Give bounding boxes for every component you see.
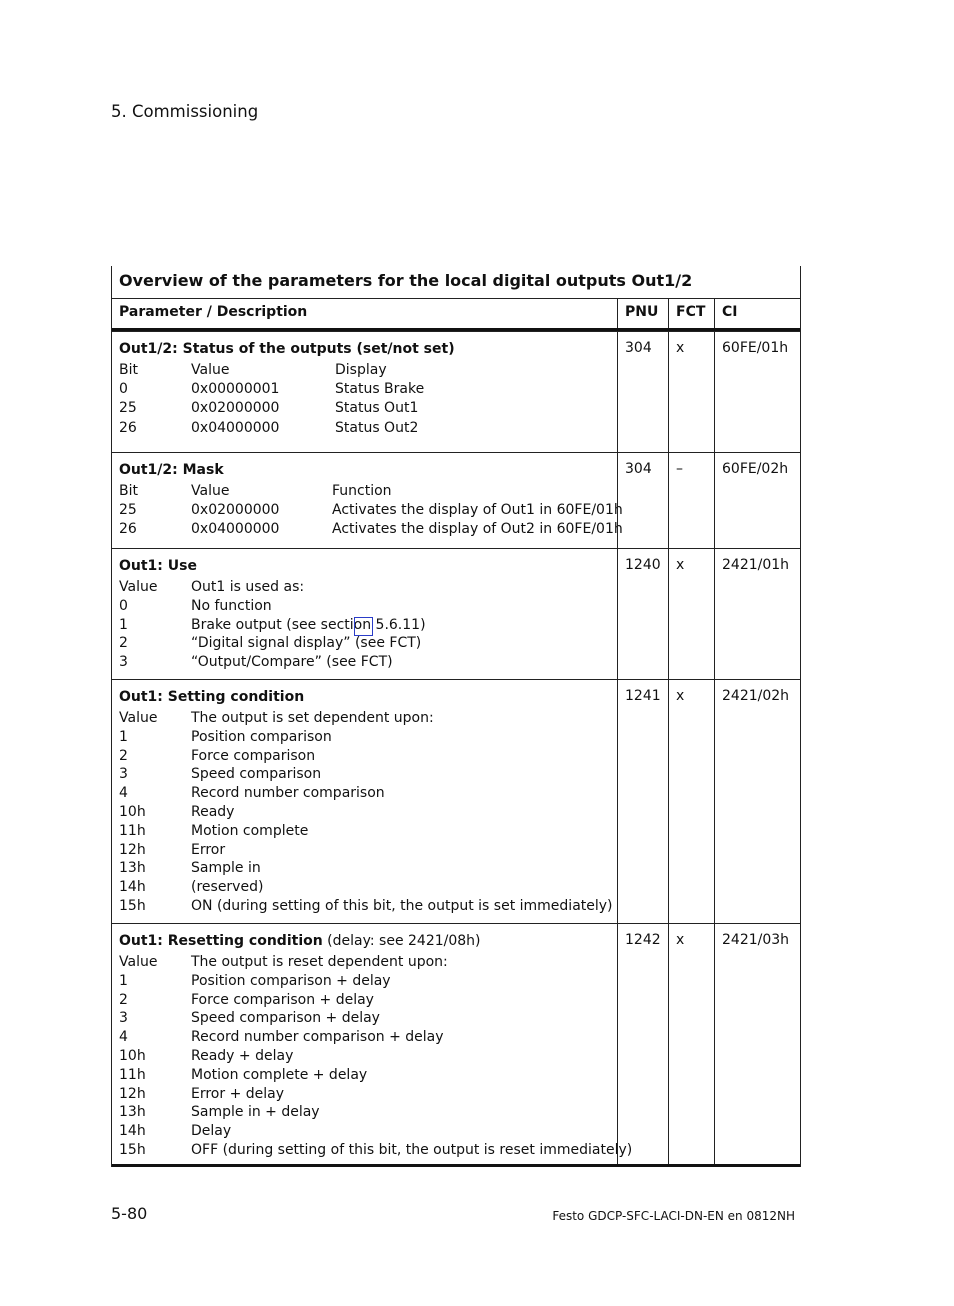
value-cell: 13h (119, 1104, 146, 1121)
page-number: 5-80 (111, 1204, 148, 1223)
meaning-cell: The output is set dependent upon: (191, 710, 434, 726)
parameter-description (112, 453, 623, 548)
value-cell: 10h (119, 803, 146, 820)
pnu-cell: 1242 (617, 924, 668, 1164)
column-header-ci: CI (714, 299, 800, 328)
list-item (119, 1066, 617, 1085)
value-cell: 3 (119, 654, 128, 671)
ci-cell: 60FE/01h (714, 332, 800, 452)
chapter-header: 5. Commissioning (111, 102, 259, 121)
meaning-cell: Delay (191, 1123, 232, 1140)
list-item (119, 822, 617, 841)
table-row (112, 548, 800, 679)
value-cell: 2 (119, 991, 128, 1008)
fct-cell: x (668, 332, 714, 452)
list-item (119, 399, 617, 418)
meaning-cell: Sample in (191, 860, 261, 877)
list-item (119, 728, 617, 747)
list-item (119, 578, 617, 597)
meaning-cell: Status Brake (335, 381, 425, 398)
value-cell: 15h (119, 897, 146, 914)
meaning-cell: Force comparison + delay (191, 991, 374, 1008)
list-item (119, 765, 617, 784)
value-cell: 15h (119, 1141, 146, 1158)
section-title: Out1/2: Status of the outputs (set/not set) (119, 341, 455, 357)
value-cell: 0 (119, 597, 128, 614)
section-title-main: Out1: Resetting condition (119, 933, 323, 949)
value-cell: 13h (119, 860, 146, 877)
bit-cell: 0 (119, 381, 128, 398)
parameter-description (112, 680, 617, 923)
meaning-cell: Record number comparison (191, 785, 385, 802)
meaning-cell: Error (191, 841, 226, 858)
meaning-cell: Status Out1 (335, 400, 419, 417)
bit-cell: 25 (119, 400, 137, 417)
ci-cell: 2421/03h (714, 924, 800, 1164)
list-item (119, 953, 617, 972)
list-item (119, 419, 617, 438)
value-cell: 2 (119, 747, 128, 764)
bit-cell: Bit (119, 483, 138, 499)
value-cell: 0x04000000 (191, 520, 280, 537)
list-item (119, 1141, 633, 1160)
value-cell: 0x02000000 (191, 501, 280, 518)
document-info: Festo GDCP-SFC-LACI-DN-EN en 0812NH (552, 1209, 795, 1223)
list-item (119, 878, 617, 897)
table-title: Overview of the parameters for the local digital outputs Out1/2 (119, 271, 693, 290)
list-item (119, 597, 617, 616)
ci-cell: 2421/01h (714, 549, 800, 679)
meaning-cell: Sample in + delay (191, 1104, 320, 1121)
meaning-cell: Force comparison (191, 747, 316, 764)
list-item (119, 897, 617, 916)
pnu-cell: 304 (617, 453, 668, 548)
list-item (119, 653, 617, 672)
fct-cell: – (668, 453, 714, 548)
value-cell: 14h (119, 1123, 146, 1140)
meaning-cell: Ready + delay (191, 1047, 294, 1064)
column-header-parameter: Parameter / Description (119, 304, 308, 320)
meaning-cell: ON (during setting of this bit, the output is set immediately) (191, 897, 613, 914)
value-cell: Value (119, 954, 158, 970)
meaning-cell: “Output/Compare” (see FCT) (191, 654, 393, 671)
meaning-cell: “Digital signal display” (see FCT) (191, 635, 422, 652)
section-title (119, 931, 617, 951)
value-cell: Value (191, 483, 230, 499)
value-cell: 11h (119, 1066, 146, 1083)
meaning-cell: No function (191, 597, 272, 614)
meaning-cell: OFF (during setting of this bit, the output is reset immediately) (191, 1141, 633, 1158)
pnu-cell: 1241 (617, 680, 668, 923)
meaning-cell: Brake output (see section 5.6.11) (191, 616, 426, 633)
meaning-cell: The output is reset dependent upon: (191, 954, 448, 970)
list-item (119, 520, 623, 539)
list-item (119, 1103, 617, 1122)
value-cell: 2 (119, 635, 128, 652)
list-item (119, 747, 617, 766)
meaning-cell: Function (332, 483, 392, 499)
table-row (112, 923, 800, 1167)
value-cell: 14h (119, 879, 146, 896)
fct-cell: x (668, 924, 714, 1164)
table-header-row (112, 298, 800, 331)
value-cell: 1 (119, 728, 128, 745)
meaning-cell: Speed comparison + delay (191, 1010, 380, 1027)
cross-reference-link-box[interactable] (354, 617, 373, 636)
list-item (119, 709, 617, 728)
value-cell: 10h (119, 1047, 146, 1064)
meaning-cell: Display (335, 362, 387, 378)
section-title-note: (delay: see 2421/08h) (322, 933, 481, 949)
list-item (119, 482, 617, 501)
meaning-cell: Record number comparison + delay (191, 1029, 444, 1046)
column-header-fct: FCT (668, 299, 714, 328)
table-row (112, 452, 800, 548)
list-item (119, 784, 617, 803)
list-item (119, 361, 617, 380)
parameter-description (112, 924, 633, 1164)
list-item (119, 991, 617, 1010)
meaning-cell: Out1 is used as: (191, 579, 305, 595)
list-item (119, 634, 617, 653)
meaning-cell: Position comparison + delay (191, 972, 391, 989)
value-cell: 3 (119, 1010, 128, 1027)
list-item (119, 1047, 617, 1066)
value-cell: 1 (119, 972, 128, 989)
bit-cell: 25 (119, 501, 137, 518)
table-row (112, 679, 800, 923)
fct-cell: x (668, 549, 714, 679)
value-cell: Value (119, 710, 158, 726)
table-row (112, 331, 800, 452)
column-header-pnu: PNU (617, 299, 668, 328)
list-item (119, 1028, 617, 1047)
pnu-cell: 1240 (617, 549, 668, 679)
parameter-description (112, 332, 617, 452)
pnu-cell: 304 (617, 332, 668, 452)
meaning-cell: Status Out2 (335, 419, 419, 436)
list-item (119, 841, 617, 860)
fct-cell: x (668, 680, 714, 923)
section-title: Out1: Use (119, 558, 197, 574)
parameter-table (111, 266, 801, 1167)
meaning-cell: Error + delay (191, 1085, 285, 1102)
meaning-cell: Position comparison (191, 728, 332, 745)
value-cell: Value (191, 362, 230, 378)
bit-cell: Bit (119, 362, 138, 378)
bit-cell: 26 (119, 520, 137, 537)
list-item (119, 1009, 617, 1028)
value-cell: 0x02000000 (191, 400, 280, 417)
parameter-description (112, 549, 617, 679)
meaning-cell: Speed comparison (191, 766, 322, 783)
list-item (119, 859, 617, 878)
value-cell: 12h (119, 1085, 146, 1102)
section-title: Out1: Setting condition (119, 689, 305, 705)
meaning-cell: (reserved) (191, 879, 264, 896)
value-cell: 4 (119, 785, 128, 802)
value-cell: 12h (119, 841, 146, 858)
ci-cell: 60FE/02h (714, 453, 800, 548)
bit-cell: 26 (119, 419, 137, 436)
section-title: Out1/2: Mask (119, 462, 224, 478)
list-item (119, 380, 617, 399)
value-cell: 4 (119, 1029, 128, 1046)
value-cell: 3 (119, 766, 128, 783)
value-cell: 0x04000000 (191, 419, 280, 436)
value-cell: 0x00000001 (191, 381, 280, 398)
meaning-cell: Ready (191, 803, 235, 820)
value-cell: 11h (119, 822, 146, 839)
meaning-cell: Activates the display of Out2 in 60FE/01h (332, 520, 623, 537)
value-cell: 1 (119, 616, 128, 633)
meaning-cell: Motion complete + delay (191, 1066, 368, 1083)
list-item (119, 803, 617, 822)
value-cell: Value (119, 579, 158, 595)
list-item (119, 972, 617, 991)
list-item (119, 1085, 617, 1104)
list-item (119, 501, 623, 520)
meaning-cell: Motion complete (191, 822, 309, 839)
meaning-cell: Activates the display of Out1 in 60FE/01h (332, 501, 623, 518)
ci-cell: 2421/02h (714, 680, 800, 923)
list-item (119, 1122, 617, 1141)
